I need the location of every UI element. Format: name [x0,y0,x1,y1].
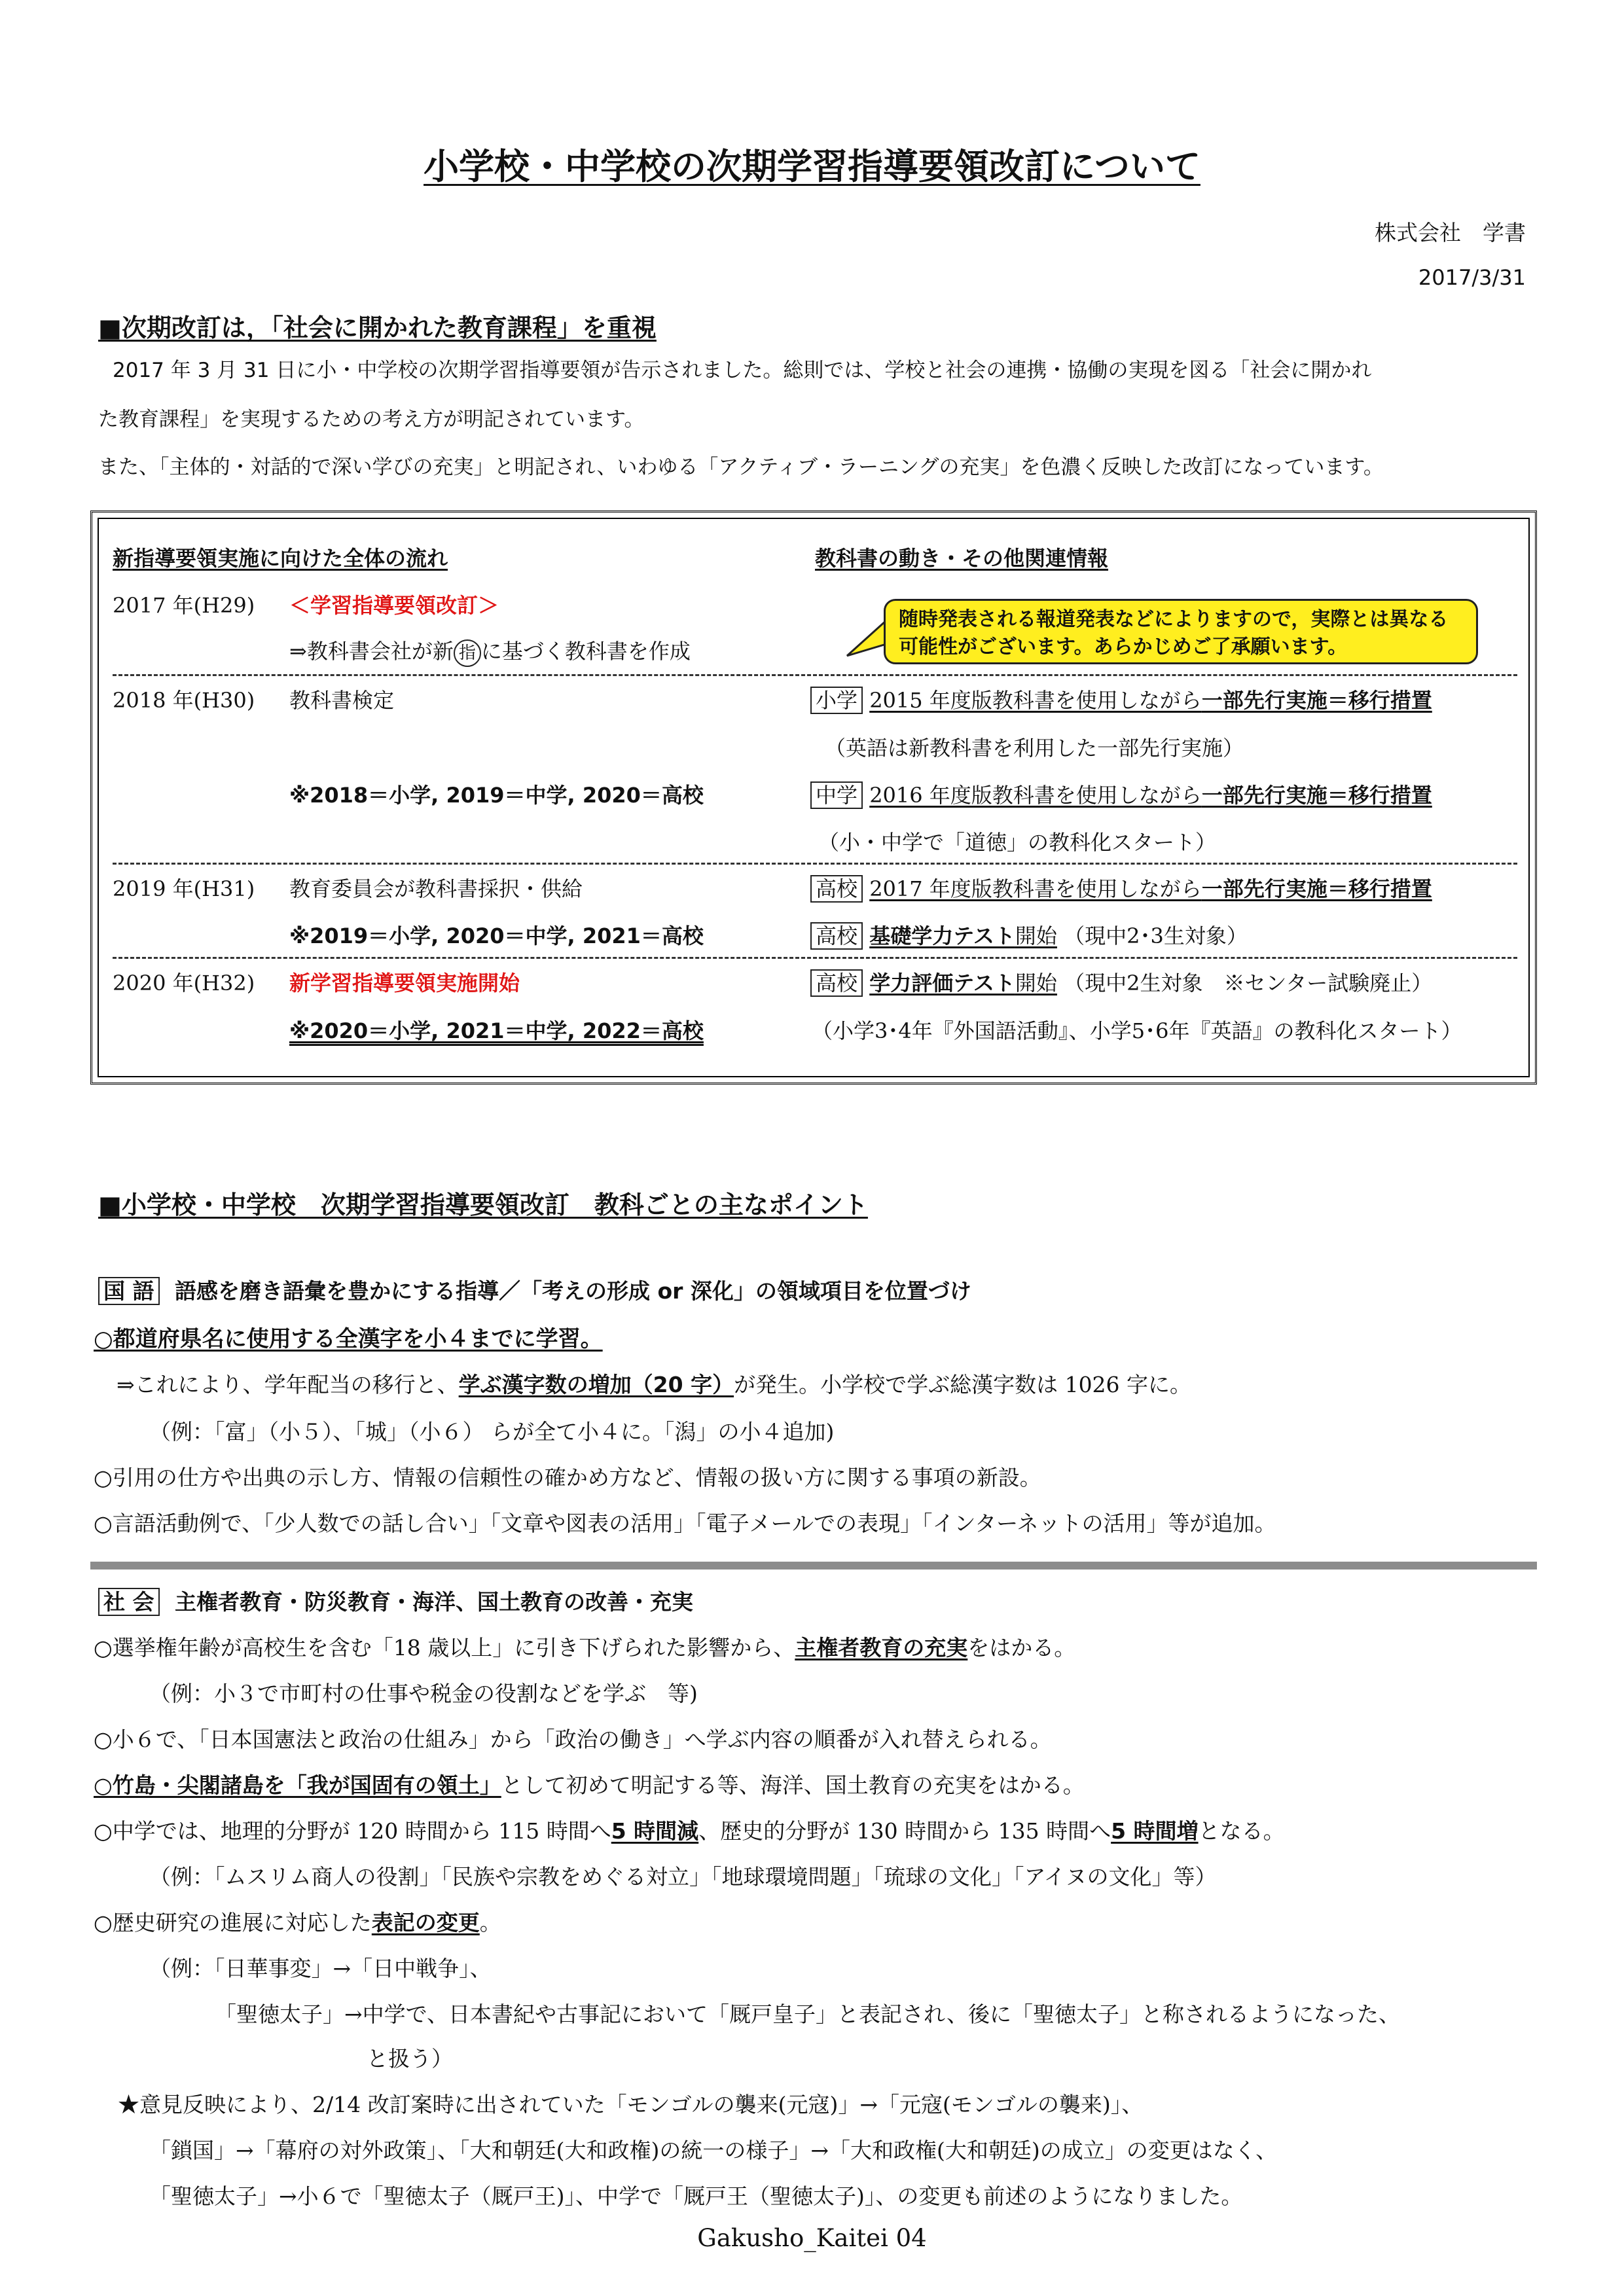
subject-label-shakai: 社 会 [98,1588,160,1616]
section2-heading: ■小学校・中学校 次期学習指導要領改訂 教科ごとの主なポイント [98,1191,868,1219]
tag-high-school: 高校 [810,875,863,903]
info-2018-2: 中学 2016 年度版教科書を使用しながら一部先行実施＝移行措置 [810,779,1432,809]
note-2019: ※2019＝小学, 2020＝中学, 2021＝高校 [289,924,704,948]
tag-junior-high: 中学 [810,781,863,809]
year-2019: 2019 年(H31) [113,876,255,901]
info-2019-1: 高校 2017 年度版教科書を使用しながら一部先行実施＝移行措置 [810,872,1432,903]
section1-paragraph: 2017 年 3 月 31 日に小・中学校の次期学習指導要領が告示されました。総則では、学校と社会の連携・協働の実現を図る「社会に開かれ [113,359,1372,382]
section1-paragraph: また、「主体的・対話的で深い学びの充実」と明記され、いわゆる「アクティブ・ラーニングの充実」を色濃く反映した改訂になっています。 [98,456,1384,479]
kokugo-point: ○引用の仕方や出典の示し方、情報の信頼性の確かめ方など、情報の扱い方に関する事項の新設。 [94,1465,1041,1490]
tag-elementary: 小学 [810,687,863,714]
kokugo-heading: 語感を磨き語彙を豊かにする指導／「考えの形成 or 深化」の領域項目を位置づけ [175,1278,971,1304]
kokugo-point: ○言語活動例で、「少人数での話し合い」「文章や図表の活用」「電子メールでの表現」「インターネットの活用」等が追加。 [94,1511,1276,1536]
shakai-heading: 主権者教育・防災教育・海洋、国土教育の改善・充実 [175,1589,693,1615]
kokugo-point: ○都道府県名に使用する全漢字を小４までに学習。 [94,1326,603,1352]
shakai-example: と扱う） [367,2046,453,2072]
shakai-point: ○竹島・尖閣諸島を「我が国固有の領土」として初めて明記する等、海洋、国土教育の充実をはかる。 [94,1772,1085,1798]
info-2018-2-sub: （小・中学で「道徳」の教科化スタート） [818,830,1217,855]
shakai-note: ★意見反映により、2/14 改訂案時に出されていた「モンゴルの襲来(元寇)」→「元寇(モンゴルの襲来)」、 [118,2092,1144,2117]
callout-line: 可能性がございます。あらかじめご了承願います。 [899,636,1348,658]
section1-paragraph: た教育課程」を実現するための考え方が明記されています。 [98,408,645,431]
shakai-example: （例：小３で市町村の仕事や税金の役割などを学ぶ 等) [149,1681,698,1706]
info-2019-2: 高校 基礎学力テスト開始 （現中2･3生対象） [810,920,1248,950]
year-2020: 2020 年(H32) [113,971,255,996]
page-title: 小学校・中学校の次期学習指導要領改訂について [424,146,1200,187]
kokugo-example: （例：「富」（小５）、「城」（小６） らが全て小４に。「潟」の小４追加) [149,1419,835,1444]
row-divider [113,674,1517,676]
circled-char: 指 [454,639,481,667]
shakai-point: ○選挙権年齢が高校生を含む「18 歳以上」に引き下げられた影響から、主権者教育の充実をはかる。 [94,1635,1076,1660]
sub-2017: ⇒教科書会社が新 指 に基づく教科書を作成 [289,635,691,667]
tag-high-school: 高校 [810,922,863,950]
shakai-heading-line [98,1585,693,1616]
kokugo-point: ⇒これにより、学年配当の移行と、学ぶ漢字数の増加（20 字）が発生。小学校で学ぶ総漢字数は 1026 字に。 [117,1372,1192,1397]
row-divider [113,863,1517,865]
flow-right-header: 教科書の動き・その他関連情報 [815,546,1109,571]
section1-heading: ■次期改訂は，「社会に開かれた教育課程」を重視 [98,314,657,342]
section-divider [90,1562,1537,1570]
callout-line: 随時発表される報道発表などによりますので，実際とは異なる [899,608,1449,631]
row-divider [113,957,1517,959]
tag-high-school: 高校 [810,969,863,997]
shakai-example: （例：「日華事変」→「日中戦争」、 [149,1956,492,1981]
shakai-note: 「鎖国」→「幕府の対外政策」、「大和朝廷(大和政権)の統一の様子」→「大和政権(大和朝廷)の成立」の変更はなく、 [149,2138,1278,2163]
event-2019: 教育委員会が教科書採択・供給 [289,876,583,901]
shakai-example: （例：「ムスリム商人の役割」「民族や宗教をめぐる対立」「地球環境問題」「琉球の文化」「アイヌの文化」等） [149,1864,1217,1890]
event-2017: ＜学習指導要領改訂＞ [289,593,499,618]
note-2020: ※2020＝小学, 2021＝中学, 2022＝高校 [289,1018,704,1043]
info-2018-1-sub: （英語は新教科書を利用した一部先行実施） [825,736,1244,761]
document-date: 2017/3/31 [1418,265,1526,290]
shakai-point: ○歴史研究の進展に対応した表記の変更。 [94,1910,501,1935]
event-2018: 教科書検定 [289,688,395,713]
shakai-point: ○中学では、地理的分野が 120 時間から 115 時間へ5 時間減、歴史的分野が 130 時間から 135 時間へ5 時間増となる。 [94,1818,1285,1844]
note-2018: ※2018＝小学, 2019＝中学, 2020＝高校 [289,783,704,808]
event-2020: 新学習指導要領実施開始 [289,971,520,996]
info-2020-1: 高校 学力評価テスト開始 （現中2生対象 ※センター試験廃止） [810,967,1432,997]
year-2017: 2017 年(H29) [113,593,255,618]
year-2018: 2018 年(H30) [113,688,255,713]
info-2018-1: 小学 2015 年度版教科書を使用しながら一部先行実施＝移行措置 [810,684,1432,714]
company-name: 株式会社 学書 [1375,220,1526,245]
flow-left-header: 新指導要領実施に向けた全体の流れ [113,546,448,571]
info-2020-1-sub: （小学3･4年『外国語活動』、小学5･6年『英語』の教科化スタート） [812,1018,1462,1043]
shakai-example: 「聖徳太子」→中学で、日本書紀や古事記において「厩戸皇子」と表記され、後に「聖徳太子」と称されるようになった、 [215,2001,1400,2027]
shakai-point: ○小６で、「日本国憲法と政治の仕組み」から「政治の働き」へ学ぶ内容の順番が入れ替えられる。 [94,1727,1052,1752]
subject-label-kokugo: 国 語 [98,1277,160,1305]
disclaimer-callout [884,599,1478,664]
shakai-note: 「聖徳太子」→小６で「聖徳太子（厩戸王)」、中学で「厩戸王（聖徳太子)」、の変更も前述のようになりました。 [149,2183,1243,2209]
kokugo-heading-line [98,1274,971,1305]
page-footer: Gakusho_Kaitei 04 [697,2224,927,2252]
